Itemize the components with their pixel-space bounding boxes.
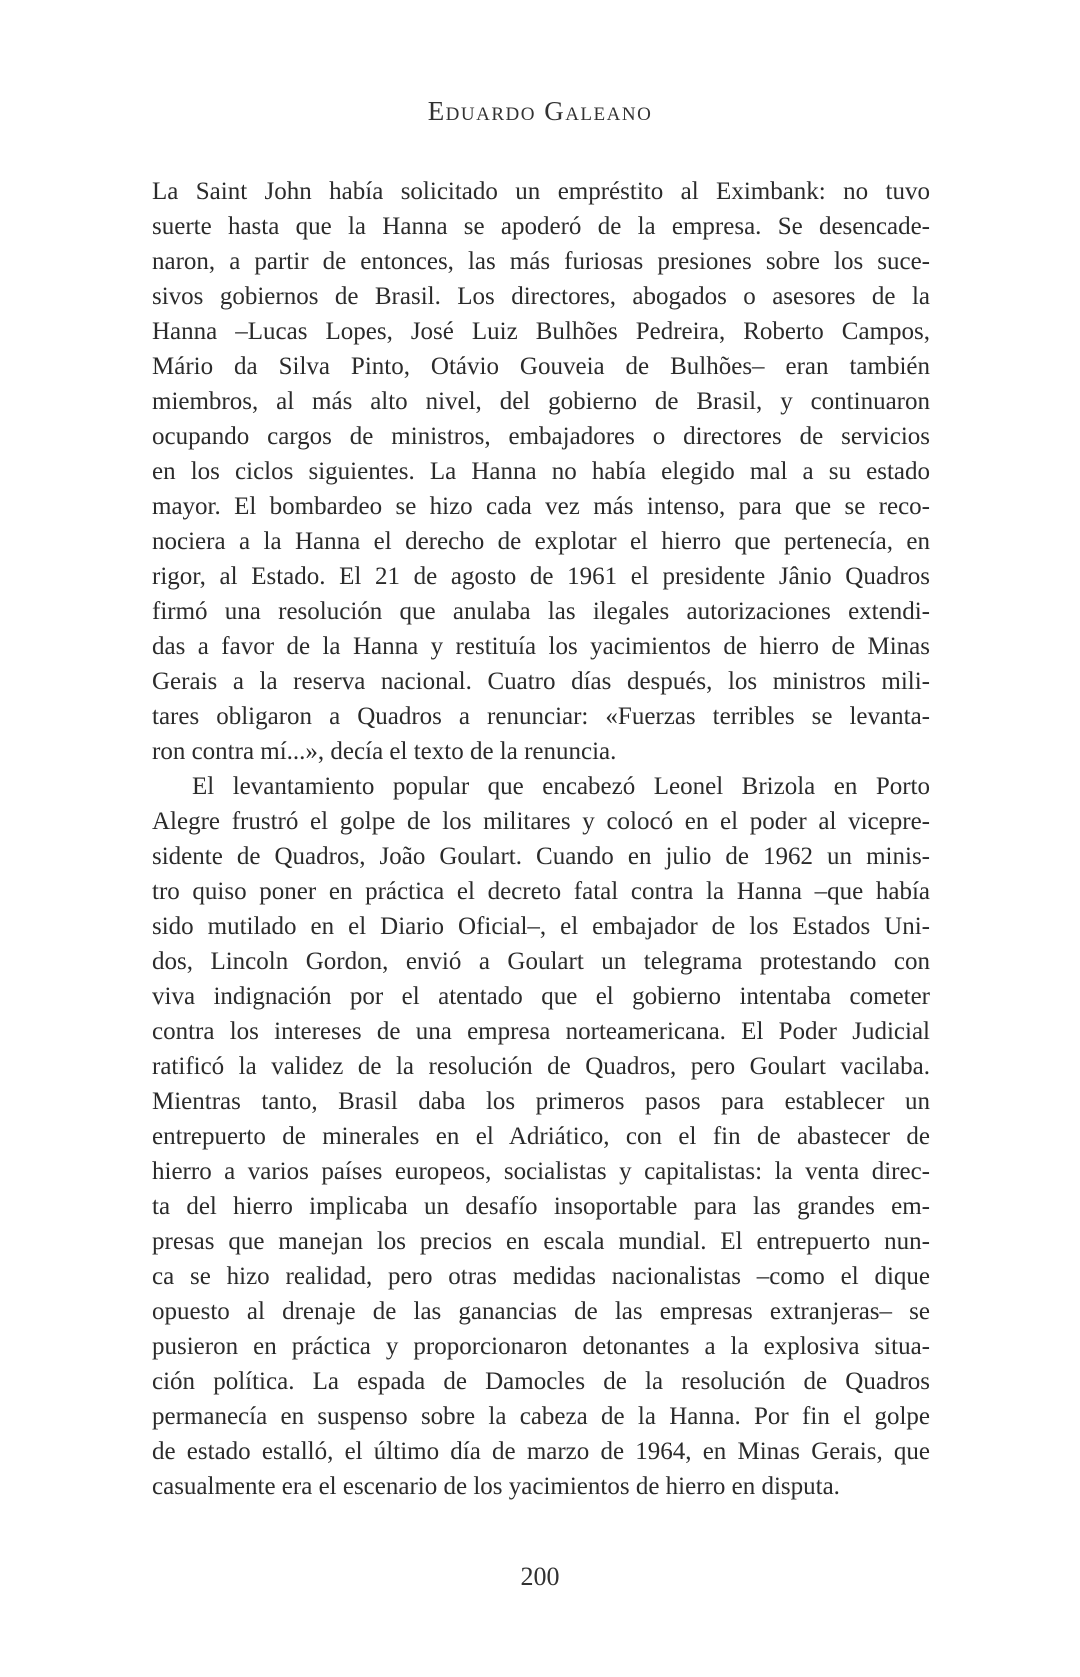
text-line: opuesto al drenaje de las ganancias de las empresas extranjeras– se xyxy=(152,1298,930,1325)
text-line: presas que manejan los precios en escala mundial. El entrepuerto nun- xyxy=(152,1228,930,1255)
text-line: viva indignación por el atentado que el gobierno intentaba cometer xyxy=(152,983,930,1010)
paragraph xyxy=(152,769,930,1504)
text-line: Mientras tanto, Brasil daba los primeros pasos para establecer un xyxy=(152,1088,930,1115)
paragraph xyxy=(152,174,930,769)
text-line: Hanna –Lucas Lopes, José Luiz Bulhões Pedreira, Roberto Campos, xyxy=(152,318,930,345)
text-line: miembros, al más alto nivel, del gobierno de Brasil, y continuaron xyxy=(152,388,930,415)
page-number: 200 xyxy=(520,1562,560,1591)
text-line: firmó una resolución que anulaba las ilegales autorizaciones extendi- xyxy=(152,598,930,625)
text-line: ción política. La espada de Damocles de la resolución de Quadros xyxy=(152,1368,930,1395)
text-line: naron, a partir de entonces, las más furiosas presiones sobre los suce- xyxy=(152,248,930,275)
text-line: casualmente era el escenario de los yacimientos de hierro en disputa. xyxy=(152,1473,840,1500)
text-line: nociera a la Hanna el derecho de explotar el hierro que pertenecía, en xyxy=(152,528,930,555)
text-line: contra los intereses de una empresa norteamericana. El Poder Judicial xyxy=(152,1018,930,1045)
text-line: sivos gobiernos de Brasil. Los directores, abogados o asesores de la xyxy=(152,283,930,310)
text-line: sidente de Quadros, João Goulart. Cuando en julio de 1962 un minis- xyxy=(152,843,930,870)
text-line: tro quiso poner en práctica el decreto fatal contra la Hanna –que había xyxy=(152,878,930,905)
text-line: Gerais a la reserva nacional. Cuatro días después, los ministros mili- xyxy=(152,668,930,695)
text-line: Mário da Silva Pinto, Otávio Gouveia de Bulhões– eran también xyxy=(152,353,930,380)
text-line: entrepuerto de minerales en el Adriático, con el fin de abastecer de xyxy=(152,1123,930,1150)
text-line: ocupando cargos de ministros, embajadores o directores de servicios xyxy=(152,423,930,450)
text-line: Alegre frustró el golpe de los militares y colocó en el poder al vicepre- xyxy=(152,808,930,835)
text-line: ron contra mí...», decía el texto de la renuncia. xyxy=(152,738,617,765)
text-line: permanecía en suspenso sobre la cabeza de la Hanna. Por fin el golpe xyxy=(152,1403,930,1430)
text-line: sido mutilado en el Diario Oficial–, el embajador de los Estados Uni- xyxy=(152,913,930,940)
text-line: pusieron en práctica y proporcionaron detonantes a la explosiva situa- xyxy=(152,1333,930,1360)
text-line: de estado estalló, el último día de marzo de 1964, en Minas Gerais, que xyxy=(152,1438,930,1465)
text-line: ca se hizo realidad, pero otras medidas nacionalistas –como el dique xyxy=(152,1263,930,1290)
text-line: mayor. El bombardeo se hizo cada vez más intenso, para que se reco- xyxy=(152,493,930,520)
text-line: dos, Lincoln Gordon, envió a Goulart un telegrama protestando con xyxy=(152,948,930,975)
text-line: ratificó la validez de la resolución de Quadros, pero Goulart vacilaba. xyxy=(152,1053,930,1080)
text-line: hierro a varios países europeos, socialistas y capitalistas: la venta direc- xyxy=(152,1158,930,1185)
text-line: tares obligaron a Quadros a renunciar: «Fuerzas terribles se levanta- xyxy=(152,703,930,730)
text-block xyxy=(152,174,930,1504)
text-line: das a favor de la Hanna y restituía los yacimientos de hierro de Minas xyxy=(152,633,930,660)
text-line: rigor, al Estado. El 21 de agosto de 1961 el presidente Jânio Quadros xyxy=(152,563,930,590)
text-line: La Saint John había solicitado un empréstito al Eximbank: no tuvo xyxy=(152,178,930,205)
text-line: El levantamiento popular que encabezó Leonel Brizola en Porto xyxy=(192,773,930,800)
text-line: en los ciclos siguientes. La Hanna no había elegido mal a su estado xyxy=(152,458,930,485)
running-header-author: Eduardo Galeano xyxy=(427,96,653,126)
text-line: ta del hierro implicaba un desafío insoportable para las grandes em- xyxy=(152,1193,930,1220)
text-line: suerte hasta que la Hanna se apoderó de la empresa. Se desencade- xyxy=(152,213,930,240)
